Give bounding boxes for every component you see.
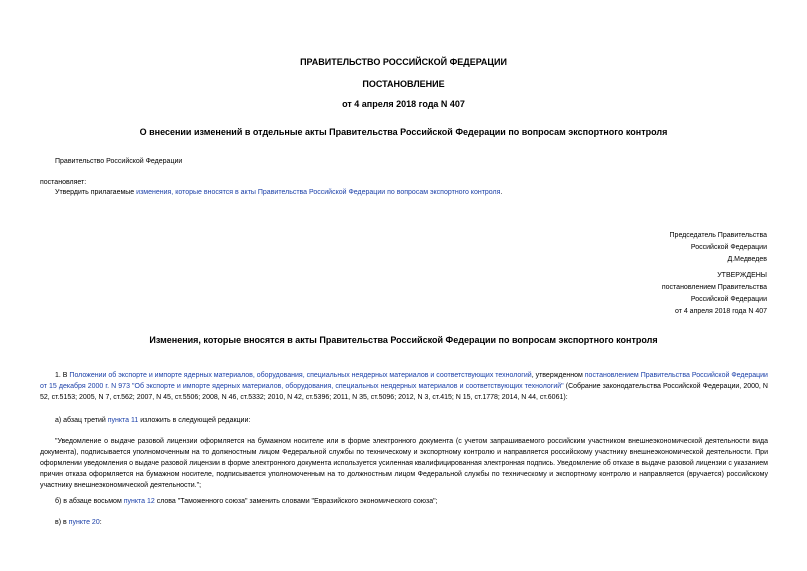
approved-line-4: от 4 апреля 2018 года N 407: [674, 308, 767, 315]
approved-line-1: УТВЕРЖДЕНЫ: [717, 272, 767, 279]
quote-paragraph: "Уведомление о выдаче разовой лицензии оформляется на бумажном носителе или в форме электронного документа (с учетом запрашиваемого российским участником внешнеэкономической деятельности вида документа), подписывается уполномоченным на то должностным лицом Федеральной службы по техническому и экспортному контролю и направляется российскому участнику внешнеэкономической деятельности. При оформлении уведомления о выдаче разовой лицензии в форме электронного документа используется усиленная квалифицированная электронная подпись. Уведомление об отказе в выдаче разовой лицензии с указанием причин отказа оформляется на бумажном носителе, подписывается уполномоченным на то должностным лицом Федеральной службы по техническому и экспортному контролю и направляется (вручается) российскому участнику внешнеэкономической деятельности.";: [40, 438, 768, 489]
sub-b-suffix: слова "Таможенного союза" заменить словами "Евразийского экономического союза";: [154, 498, 438, 505]
document-title: О внесении изменений в отдельные акты Правительства Российской Федерации по вопросам экспортного контроля: [139, 127, 668, 137]
sub-b-link[interactable]: пункта 12: [123, 498, 155, 505]
approved-line-2: постановлением Правительства: [661, 284, 767, 291]
sub-v-suffix: :: [99, 519, 102, 526]
item-1-link-resolution[interactable]: постановлением Правительства Российской Федерации от 15 декабря 2000 г. N 973 "Об экспорте и импорте ядерных материалов, оборудования, специальных неядерных материалов и соответствующих технологий": [40, 372, 768, 390]
signature-line-2: Российской Федерации: [690, 244, 767, 251]
item-1-mid: , утвержденном: [531, 372, 585, 379]
sub-v-link[interactable]: пункте 20: [68, 519, 100, 526]
sub-a-prefix: а) абзац третий: [55, 417, 108, 424]
sub-a-paragraph: [55, 416, 250, 425]
approve-link[interactable]: изменения, которые вносятся в акты Правительства Российской Федерации по вопросам экспортного контроля: [136, 189, 501, 196]
changes-title: Изменения, которые вносятся в акты Правительства Российской Федерации по вопросам экспортного контроля: [149, 335, 658, 345]
document-type: ПОСТАНОВЛЕНИЕ: [362, 79, 445, 89]
approved-block: [662, 270, 767, 318]
decides-text: постановляет:: [40, 179, 87, 186]
sub-a-suffix: изложить в следующей редакции:: [138, 417, 251, 424]
approve-suffix: .: [500, 189, 503, 196]
sub-v-prefix: в) в: [55, 519, 69, 526]
approve-paragraph: [55, 188, 502, 197]
signature-line-1: Председатель Правительства: [669, 232, 767, 239]
sub-b-prefix: б) в абзаце восьмом: [55, 498, 124, 505]
signature-line-3: Д.Медведев: [727, 256, 767, 263]
item-1-num: 1. В: [55, 372, 70, 379]
item-1-link-regulation[interactable]: Положении об экспорте и импорте ядерных материалов, оборудования, специальных неядерных материалов и соответствующих технологий: [69, 372, 532, 379]
item-1-tail: (Собрание законодательства Российской Федерации, 2000, N 52, ст.5153; 2005, N 7, ст.562; 2007, N 45, ст.5506; 2008, N 46, ст.5332; 2010, N 42, ст.5396; 2011, N 35, ст.5096; 2012, N 3, ст.415; N 15, ст.1778; 2014, N 44, ст.6061):: [40, 383, 768, 401]
sub-a-link[interactable]: пункта 11: [107, 417, 139, 424]
issuer-text: Правительство Российской Федерации: [55, 158, 183, 165]
government-heading: ПРАВИТЕЛЬСТВО РОССИЙСКОЙ ФЕДЕРАЦИИ: [300, 57, 507, 67]
signature-block: [670, 230, 767, 266]
sub-b-paragraph: [55, 497, 438, 506]
sub-v-paragraph: [55, 518, 102, 527]
approved-line-3: Российской Федерации: [690, 296, 767, 303]
approve-prefix: Утвердить прилагаемые: [55, 189, 137, 196]
document-date-number: от 4 апреля 2018 года N 407: [342, 99, 465, 109]
item-1-paragraph: [40, 370, 768, 403]
